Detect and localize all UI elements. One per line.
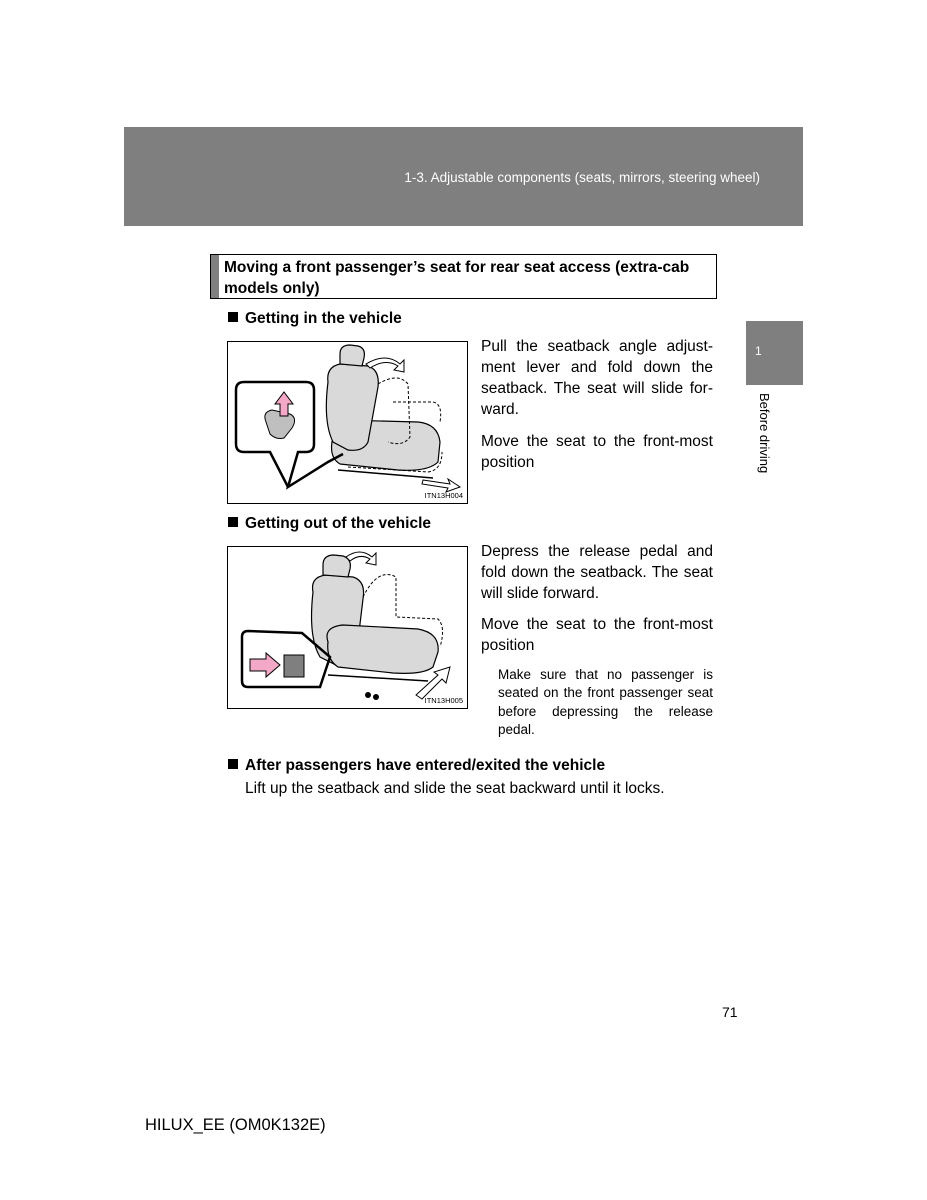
getting-out-paragraph-1: Depress the release pedal and fold down the seatback. The seat will slide forward. <box>481 543 713 602</box>
getting-in-paragraph-2: Move the seat to the front-most position <box>481 433 713 471</box>
square-bullet-icon <box>228 312 238 322</box>
getting-out-paragraph-2: Move the seat to the front-most position <box>481 616 713 654</box>
subheading-getting-out-text: Getting out of the vehicle <box>245 515 432 532</box>
section-title: Moving a front passenger’s seat for rear seat access (extra-cab models only) <box>224 259 690 297</box>
page-number: 71 <box>722 1004 738 1020</box>
section-heading-bar <box>211 255 219 298</box>
subheading-after-text: After passengers have entered/exited the vehicle <box>245 757 606 774</box>
footer-model-code: HILUX_EE (OM0K132E) <box>145 1116 326 1134</box>
square-bullet-icon <box>228 759 238 769</box>
square-bullet-icon <box>228 517 238 527</box>
figure-code: ITN13H004 <box>424 491 463 500</box>
after-body-text: Lift up the seatback and slide the seat backward until it locks. <box>245 780 665 797</box>
subheading-getting-in <box>228 310 402 328</box>
seat-release-illustration <box>228 547 467 708</box>
getting-out-note: Make sure that no passenger is seated on the front passenger seat before depressing the release pedal. <box>498 667 713 737</box>
subheading-getting-in-text: Getting in the vehicle <box>245 310 402 327</box>
chapter-title: 1-3. Adjustable components (seats, mirrors, steering wheel) <box>404 170 760 185</box>
chapter-tab-number: 1 <box>755 344 762 358</box>
seat-fold-illustration <box>228 342 467 503</box>
figure-getting-out <box>227 546 468 709</box>
chapter-tab-label: Before driving <box>757 393 772 474</box>
figure-getting-in <box>227 341 468 504</box>
subheading-getting-out <box>228 515 431 533</box>
section-heading-box <box>210 254 717 299</box>
chapter-header-band <box>124 127 803 226</box>
figure-code: ITN13H005 <box>424 696 463 705</box>
getting-in-paragraph-1: Pull the seatback angle adjust-ment lever and fold down the seatback. The seat will slide for-ward. <box>481 338 713 418</box>
chapter-tab <box>746 321 803 385</box>
subheading-after <box>228 757 605 775</box>
